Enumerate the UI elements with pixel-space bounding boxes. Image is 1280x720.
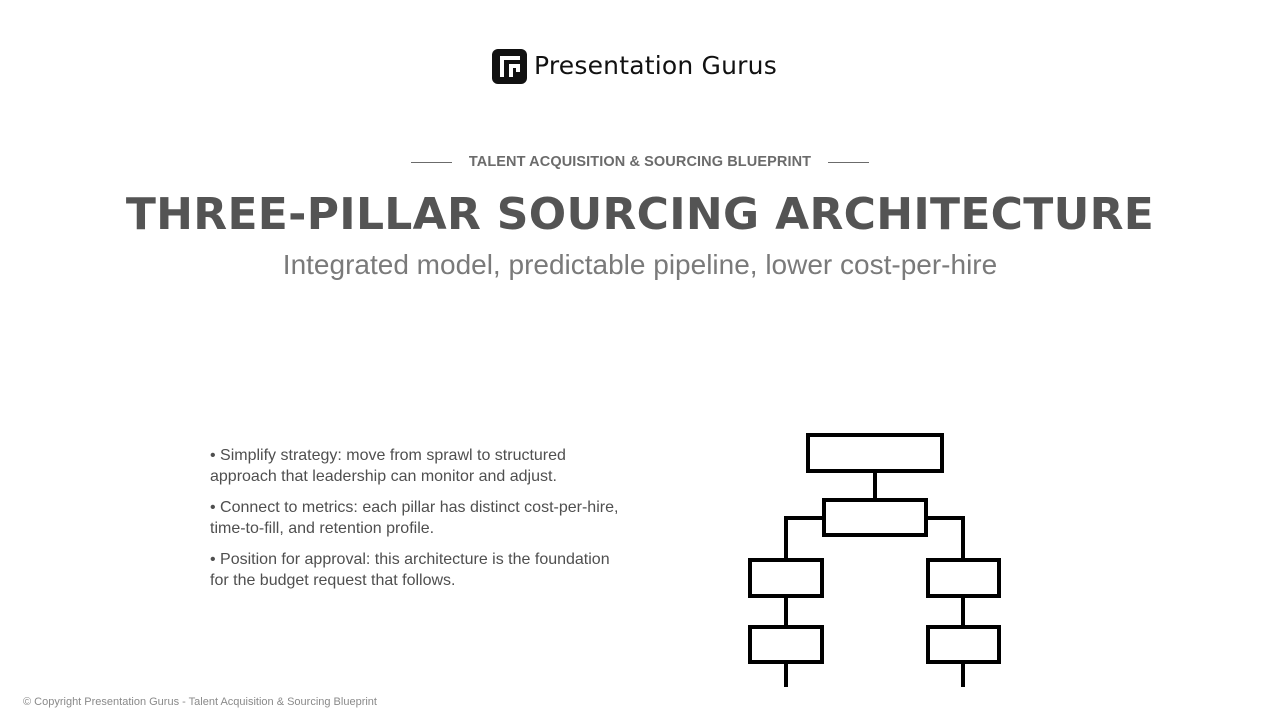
slide-subtitle: Integrated model, predictable pipeline, lower cost-per-hire: [282, 249, 998, 280]
eyebrow-line-left: [411, 162, 452, 163]
org-box-top: [808, 435, 942, 471]
brand-logo: [492, 48, 777, 84]
eyebrow: [0, 152, 1280, 172]
org-box-left-1: [750, 560, 822, 596]
org-box-left-2: [750, 627, 822, 662]
org-box-right-1: [928, 560, 999, 596]
footer-copyright: © Copyright Presentation Gurus - Talent Acquisition & Sourcing Blueprint: [23, 696, 377, 708]
bullet-item: • Simplify strategy: move from sprawl to structured approach that leadership can monitor and adjust.: [210, 447, 566, 485]
bullet-list: [210, 445, 630, 601]
connector-left: [786, 518, 824, 560]
org-box-middle: [824, 500, 926, 535]
eyebrow-line-right: [828, 162, 869, 163]
bullet-item: • Position for approval: this architecture is the foundation for the budget request that follows.: [210, 551, 610, 589]
slide-title: THREE-PILLAR SOURCING ARCHITECTURE: [125, 189, 1155, 240]
connector-right: [926, 518, 963, 560]
presentation-gurus-logo-icon: [492, 49, 527, 84]
eyebrow-label: TALENT ACQUISITION & SOURCING BLUEPRINT: [468, 154, 812, 170]
hierarchy-org-chart-icon: [745, 430, 1005, 690]
brand-name: Presentation Gurus: [534, 51, 777, 80]
org-box-right-2: [928, 627, 999, 662]
bullet-item: • Connect to metrics: each pillar has distinct cost-per-hire, time-to-fill, and retention profile.: [210, 499, 619, 537]
